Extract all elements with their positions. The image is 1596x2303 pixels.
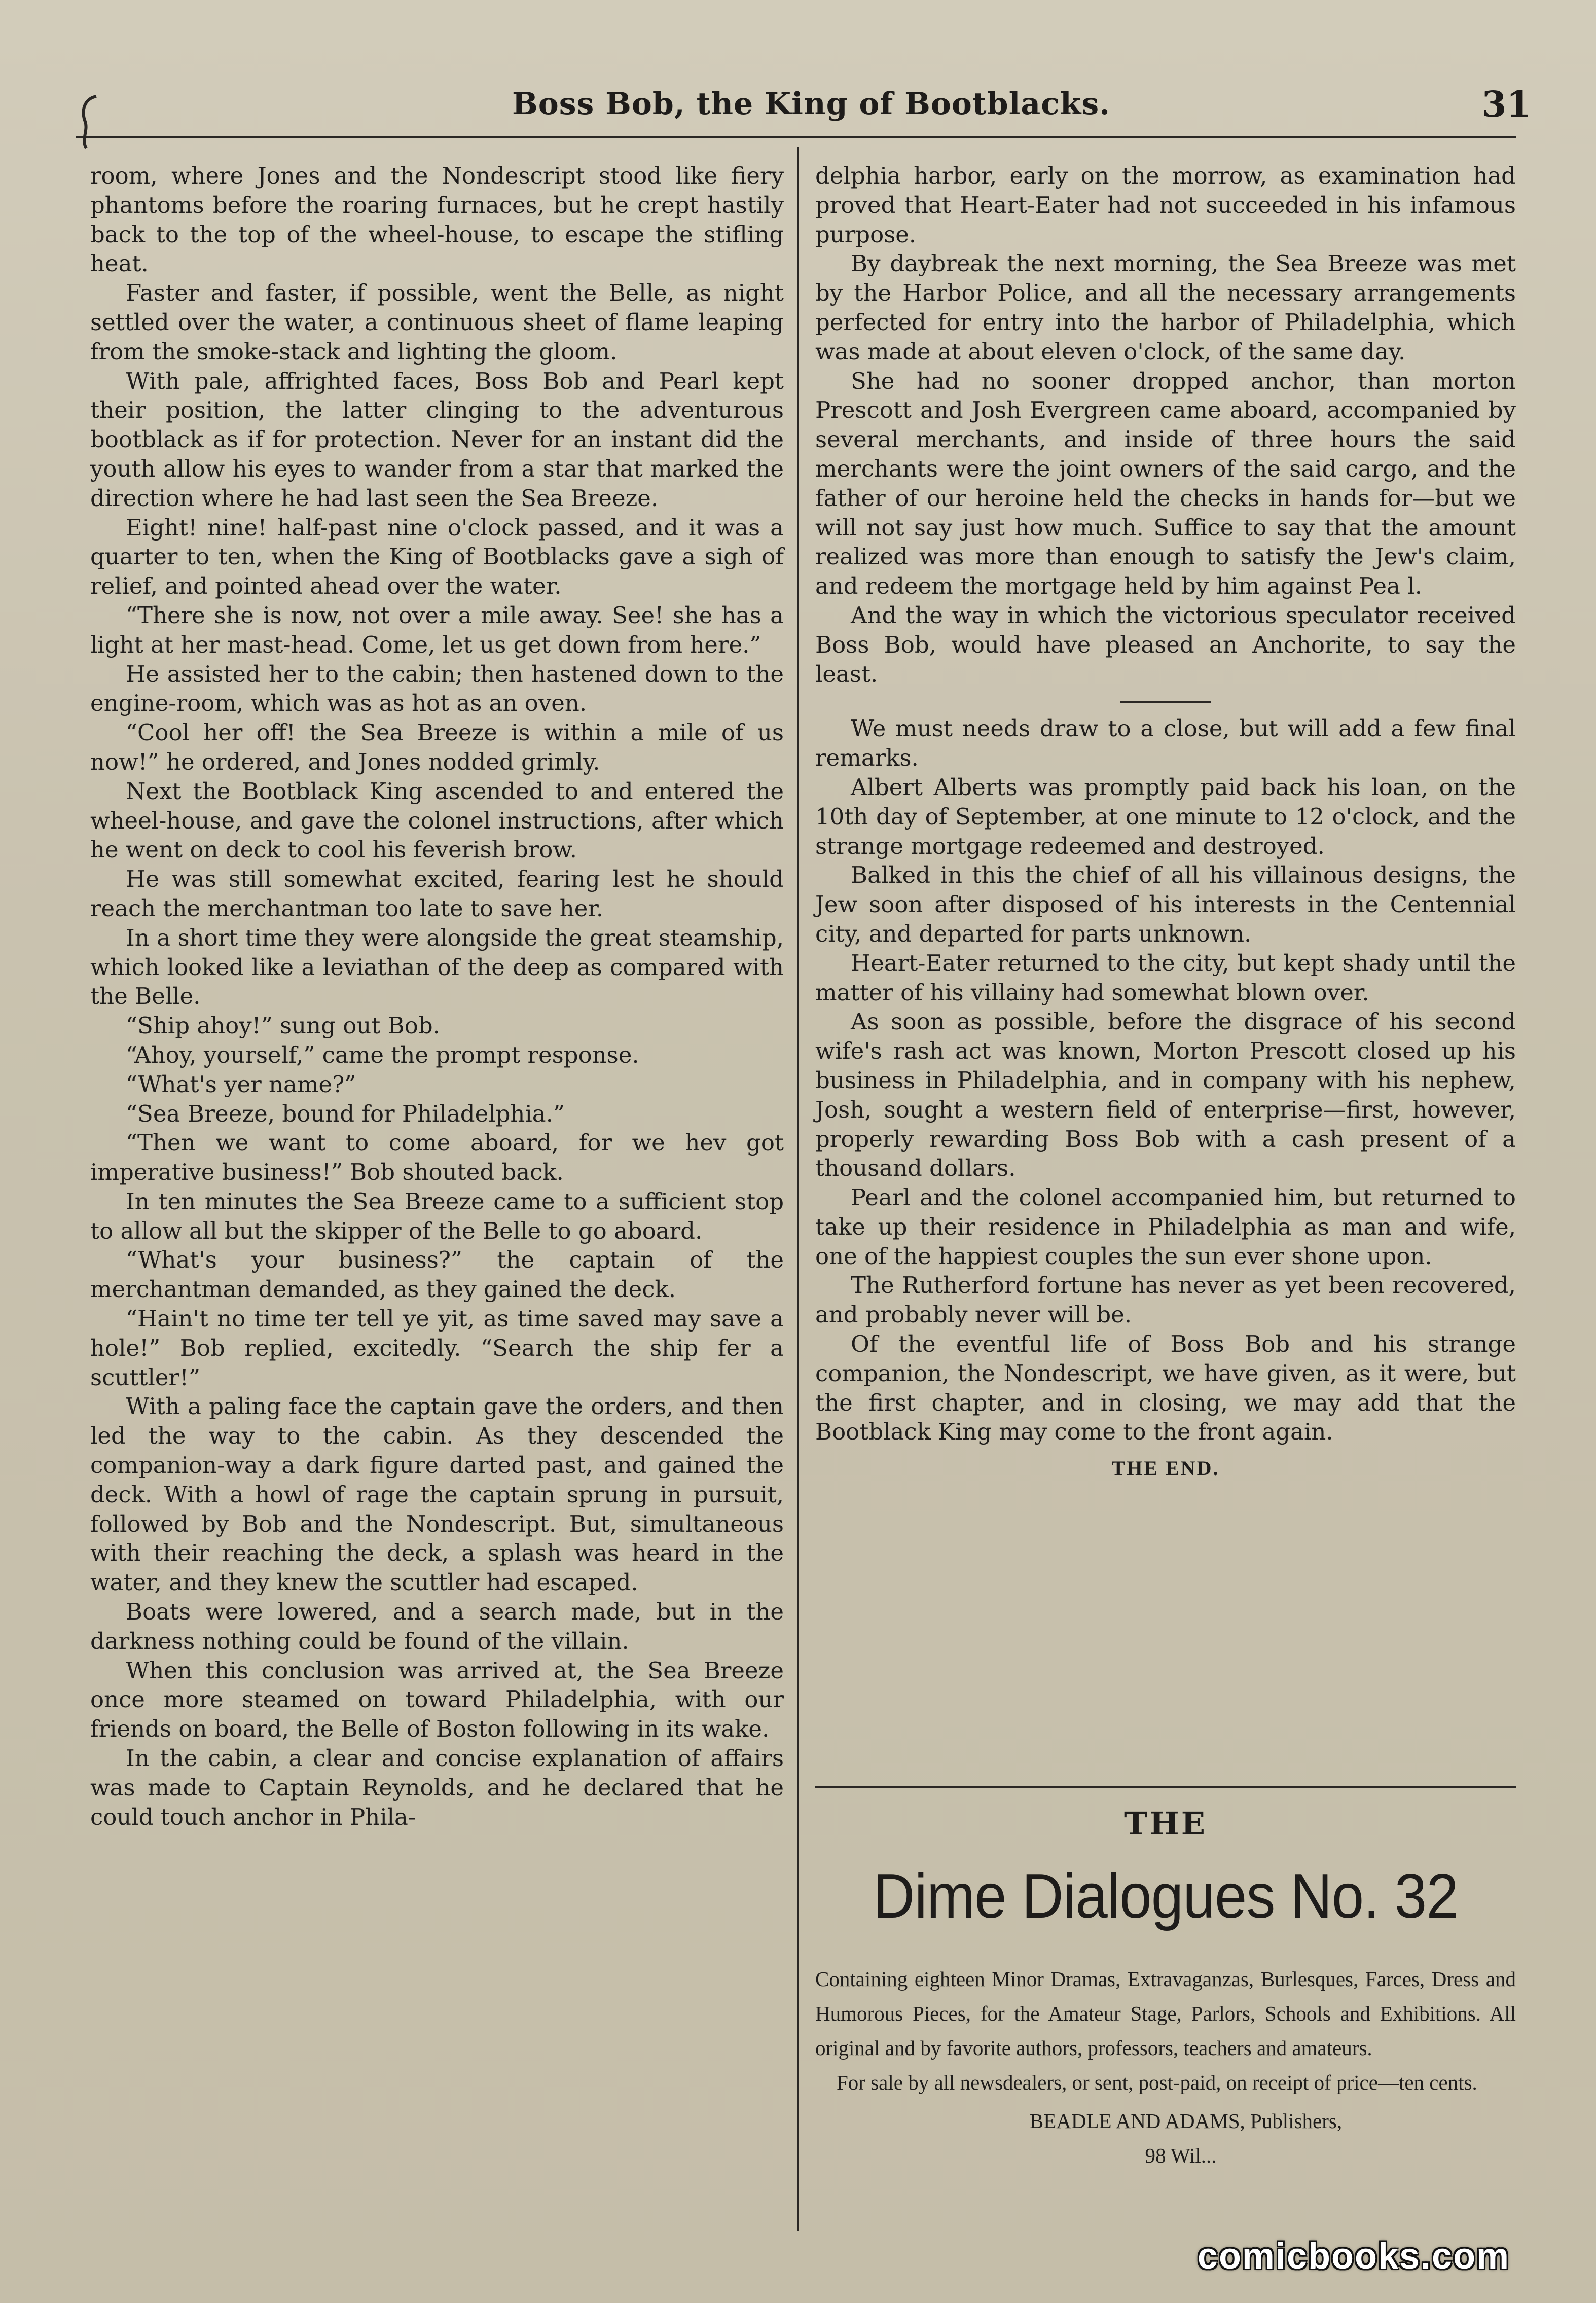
paragraph: By daybreak the next morning, the Sea Breeze was met by the Harbor Police, and all the necessary arrangements perfected for entry into the harbor of Philadelphia, which was made at about eleven o'clock, of the same day. — [815, 250, 1516, 365]
paragraph: We must needs draw to a close, but will add a few final remarks. — [815, 715, 1516, 772]
paragraph: In ten minutes the Sea Breeze came to a sufficient stop to allow all but the skipper of the Belle to go aboard. — [90, 1188, 784, 1244]
paragraph: Of the eventful life of Boss Bob and his strange companion, the Nondescript, we have given, as it were, but the first chapter, and in closing, we may add that the Bootblack King may come to the front again. — [815, 1330, 1516, 1446]
the-end-label: THE END. — [1111, 1457, 1220, 1480]
paragraph: In a short time they were alongside the great steamship, which looked like a leviathan of the deep as compared with the Belle. — [90, 924, 784, 1010]
paragraph: Heart-Eater returned to the city, but kept shady until the matter of his villainy had somewhat blown over. — [815, 949, 1516, 1006]
paragraph: He assisted her to the cabin; then hastened down to the engine-room, which was as hot as an oven. — [90, 660, 784, 717]
paragraph: delphia harbor, early on the morrow, as examination had proved that Heart-Eater had not succeeded in his infamous purpose. — [815, 162, 1516, 248]
right-column — [815, 161, 1516, 1483]
running-title: Boss Bob, the King of Bootblacks. — [512, 86, 1111, 122]
page-number: 31 — [1481, 83, 1531, 125]
watermark: comicbooks.com — [1197, 2236, 1510, 2277]
paragraph: In the cabin, a clear and concise explanation of affairs was made to Captain Reynolds, and he declared that he could touch anchor in Phila- — [90, 1745, 784, 1830]
paragraph: Pearl and the colonel accompanied him, but returned to take up their residence in Philadelphia as man and wife, one of the happiest couples the sun ever shone upon. — [815, 1184, 1516, 1270]
page-header — [81, 76, 1541, 132]
paragraph: room, where Jones and the Nondescript stood like fiery phantoms before the roaring furnaces, but he crept hastily back to the top of the wheel-house, to escape the stifling heat. — [90, 162, 784, 277]
paragraph: “What's your business?” the captain of the merchantman demanded, as they gained the deck. — [90, 1246, 784, 1303]
ad-publisher: BEADLE AND ADAMS, Publishers, — [1029, 2109, 1343, 2133]
paragraph: Next the Bootblack King ascended to and entered the wheel-house, and gave the colonel instructions, after which he went on deck to cool his feverish brow. — [90, 777, 784, 863]
ad-address: 98 Wil... — [1145, 2144, 1217, 2167]
paragraph: With pale, affrighted faces, Boss Bob and Pearl kept their position, the latter clinging to the adventurous bootblack as if for protection. Never for an instant did the youth allow his eyes to wander from a star that marked the direction where he had last seen the Sea Breeze. — [90, 367, 784, 512]
paragraph: With a paling face the captain gave the orders, and then led the way to the cabin. As they descended the companion-way a dark figure darted past, and gained the deck. With a howl of rage the captain sprung in pursuit, followed by Bob and the Nondescript. But, simultaneous with their reaching the deck, a splash was heard in the water, and they knew the scuttler had escaped. — [90, 1393, 784, 1596]
paragraph: Eight! nine! half-past nine o'clock passed, and it was a quarter to ten, when the King of Bootblacks gave a sigh of relief, and pointed ahead over the water. — [90, 514, 784, 600]
paragraph: He was still somewhat excited, fearing lest he should reach the merchantman too late to save her. — [90, 866, 784, 922]
header-rule — [76, 136, 1516, 138]
ad-the-label: THE — [1124, 1805, 1207, 1842]
ad-title: Dime Dialogues No. 32 — [873, 1861, 1458, 1931]
paragraph: “Cool her off! the Sea Breeze is within a mile of us now!” he ordered, and Jones nodded grimly. — [90, 719, 784, 775]
ad-description: Containing eighteen Minor Dramas, Extravaganzas, Burlesques, Farces, Dress and Humorous Pieces, for the Amateur Stage, Parlors, Schools and Exhibitions. All original and by favorite authors, professors, teachers and amateurs. — [815, 1967, 1516, 2060]
paragraph: And the way in which the victorious speculator received Boss Bob, would have pleased an Anchorite, to say the least. — [815, 601, 1516, 688]
section-rule — [1120, 701, 1211, 703]
paragraph: Balked in this the chief of all his villainous designs, the Jew soon after disposed of his interests in the Centennial city, and departed for parts unknown. — [815, 861, 1516, 947]
paragraph: Faster and faster, if possible, went the Belle, as night settled over the water, a continuous sheet of flame leaping from the smoke-stack and lighting the gloom. — [90, 279, 784, 365]
paragraph: “What's yer name?” — [126, 1070, 356, 1098]
paragraph: “Ahoy, yourself,” came the prompt response. — [126, 1041, 639, 1068]
paragraph: “There she is now, not over a mile away. See! she has a light at her mast-head. Come, let us get down from here.” — [90, 601, 784, 658]
ad-body — [815, 1962, 1516, 2173]
paragraph: When this conclusion was arrived at, the Sea Breeze once more steamed on toward Philadelphia, with our friends on board, the Belle of Boston following in its wake. — [90, 1657, 784, 1743]
paragraph: Albert Alberts was promptly paid back his loan, on the 10th day of September, at one minute to 12 o'clock, and the strange mortgage redeemed and destroyed. — [815, 773, 1516, 859]
paragraph: “Ship ahoy!” sung out Bob. — [126, 1012, 440, 1039]
left-column — [90, 161, 784, 1831]
ad-sale-note: For sale by all newsdealers, or sent, post-paid, on receipt of price—ten cents. — [837, 2071, 1477, 2094]
paragraph: As soon as possible, before the disgrace of his second wife's rash act was known, Morton Prescott closed up his business in Philadelphia, and in company with his nephew, Josh, sought a western field of enterprise—first, however, properly rewarding Boss Bob with a cash present of a thousand dollars. — [815, 1008, 1516, 1182]
paragraph: “Then we want to come aboard, for we hev got imperative business!” Bob shouted back. — [90, 1129, 784, 1186]
paragraph: “Sea Breeze, bound for Philadelphia.” — [126, 1100, 565, 1127]
paragraph: “Hain't no time ter tell ye yit, as time saved may save a hole!” Bob replied, excitedly. “Search the ship fer a scuttler!” — [90, 1305, 784, 1391]
paragraph: Boats were lowered, and a search made, but in the darkness nothing could be found of the villain. — [90, 1598, 784, 1654]
paragraph: The Rutherford fortune has never as yet been recovered, and probably never will be. — [815, 1272, 1516, 1328]
paragraph: She had no sooner dropped anchor, than morton Prescott and Josh Evergreen came aboard, accompanied by several merchants, and inside of three hours the said merchants were the joint owners of the said cargo, and the father of our heroine held the checks in hands for—but we will not say just how much. Suffice to say that the amount realized was more than enough to satisfy the Jew's claim, and redeem the mortgage held by him against Pea l. — [815, 367, 1516, 600]
column-divider — [797, 147, 799, 2231]
advertisement-rule — [815, 1786, 1516, 1788]
advertisement — [815, 1805, 1516, 2173]
